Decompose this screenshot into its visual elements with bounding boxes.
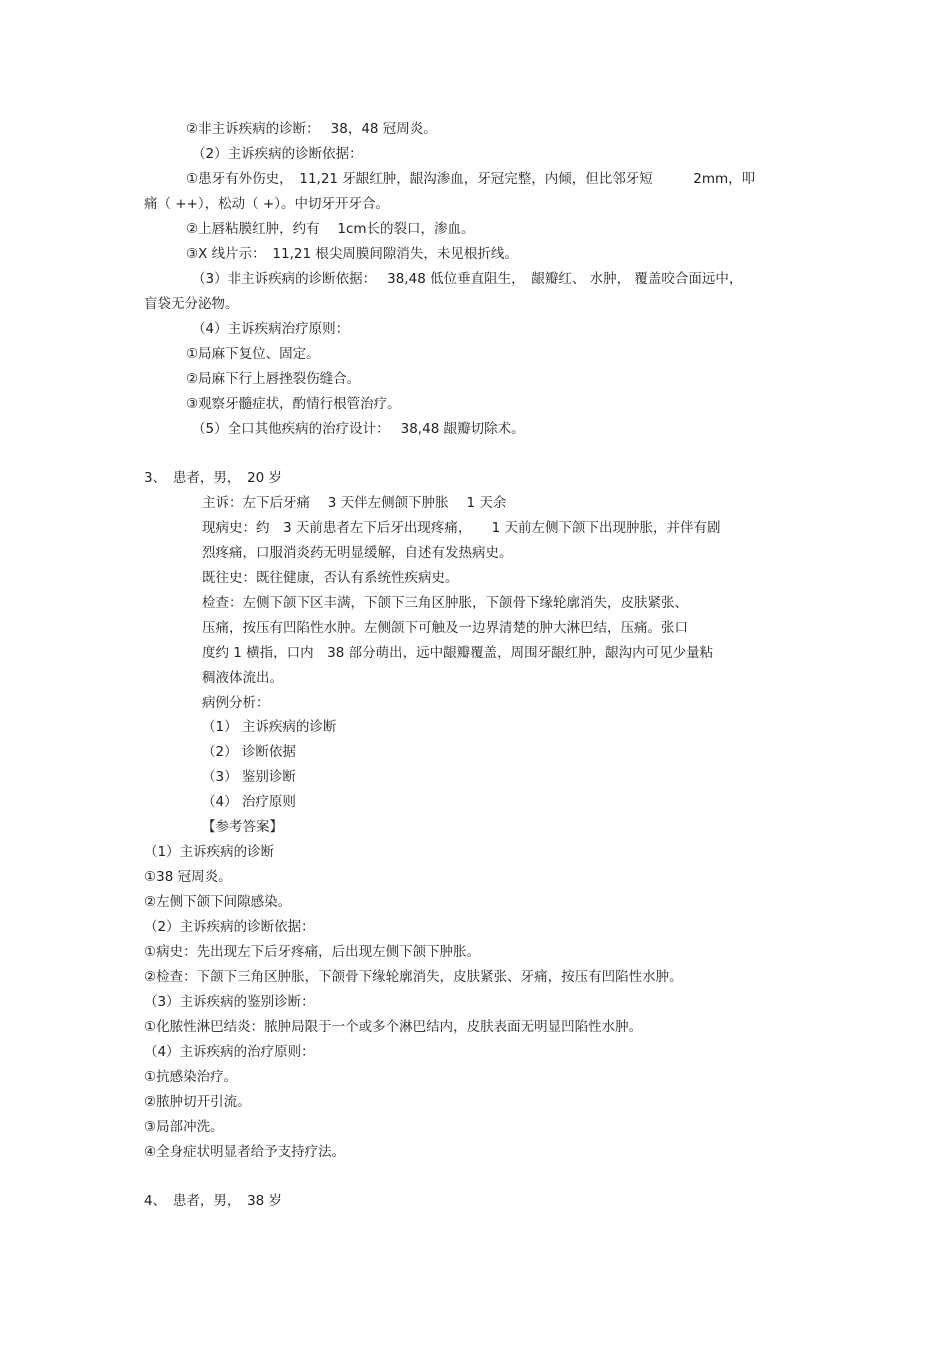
case-3-answer-line: ①化脓性淋巴结炎：脓肿局限于一个或多个淋巴结内，皮肤表面无明显凹陷性水肿。 (144, 1019, 643, 1035)
case-3-answer-line: ①病史：先出现左下后牙疼痛，后出现左侧下颌下肿胀。 (144, 944, 481, 960)
case-3-history: 现病史：约 3 天前患者左下后牙出现疼痛， 1 天前左侧下颌下出现肿胀，并伴有剧 (202, 520, 721, 536)
case-3-answer-line: （4）主诉疾病的治疗原则： (144, 1044, 315, 1060)
diagnosis-basis-1-cont: 痛（ ++），松动（ +）。中切牙开牙合。 (144, 196, 390, 212)
treatment-item-2: ②局麻下行上唇挫裂伤缝合。 (186, 371, 361, 387)
case-3-analysis-heading: 病例分析： (202, 695, 270, 711)
case-3-answer-line: ①38 冠周炎。 (144, 869, 232, 885)
diagnosis-basis-3: ③X 线片示： 11,21 根尖周膜间隙消失，未见根折线。 (186, 246, 518, 262)
treatment-item-3: ③观察牙髓症状，酌情行根管治疗。 (186, 396, 401, 412)
other-treatment: （5）全口其他疾病的治疗设计： 38,48 龈瓣切除术。 (192, 421, 525, 437)
case-3-answer-line: ②左侧下颌下间隙感染。 (144, 894, 292, 910)
case-3-answer-line: ①抗感染治疗。 (144, 1069, 238, 1085)
case-3-exam-4: 稠液体流出。 (202, 670, 283, 686)
secondary-basis-cont: 盲袋无分泌物。 (144, 296, 239, 312)
case-3-answer-line: ④全身症状明显者给予支持疗法。 (144, 1144, 346, 1160)
case-3-past-history: 既往史：既往健康，否认有系统性疾病史。 (202, 570, 459, 586)
case-3-question: （1） 主诉疾病的诊断 (202, 719, 337, 735)
case-3-answer-line: ③局部冲洗。 (144, 1119, 224, 1135)
case-3-answer-line: ②检查：下颌下三角区肿胀，下颌骨下缘轮廓消失，皮肤紧张、牙痛，按压有凹陷性水肿。 (144, 969, 683, 985)
treatment-item-1: ①局麻下复位、固定。 (186, 346, 320, 362)
case-3-exam-3: 度约 1 横指，口内 38 部分萌出，远中龈瓣覆盖，周围牙龈红肿，龈沟内可见少量粘 (202, 645, 714, 661)
case-3-question: （2） 诊断依据 (202, 744, 296, 760)
case-3-header: 3、 患者，男， 20 岁 (144, 470, 283, 486)
case-3-question: （4） 治疗原则 (202, 794, 296, 810)
treatment-heading: （4）主诉疾病治疗原则： (192, 321, 350, 337)
case-3-answer-line: （3）主诉疾病的鉴别诊断： (144, 994, 315, 1010)
secondary-basis: （3）非主诉疾病的诊断依据： 38,48 低位垂直阻生， 龈瓣红、 水肿， 覆盖咬合面远中， (192, 271, 743, 287)
diagnosis-basis-1: ①患牙有外伤史， 11,21 牙龈红肿，龈沟渗血，牙冠完整，内倾，但比邻牙短 2mm，叩 (186, 171, 756, 187)
case-3-answer-line: （2）主诉疾病的诊断依据： (144, 919, 315, 935)
case-3-question: （3） 鉴别诊断 (202, 769, 296, 785)
case-3-answer-line: （1）主诉疾病的诊断 (144, 844, 275, 860)
case-3-answer-heading: 【参考答案】 (202, 819, 283, 835)
diagnosis-basis-heading: （2）主诉疾病的诊断依据： (192, 146, 363, 162)
secondary-diagnosis: ②非主诉疾病的诊断： 38，48 冠周炎。 (186, 121, 437, 137)
case-3-exam-2: 压痛，按压有凹陷性水肿。左侧颌下可触及一边界清楚的肿大淋巴结，压痛。张口 (202, 620, 688, 636)
case-3-exam-1: 检查：左侧下颌下区丰满，下颌下三角区肿胀，下颌骨下缘轮廓消失，皮肤紧张、 (202, 595, 688, 611)
case-3-answer-line: ②脓肿切开引流。 (144, 1094, 251, 1110)
case-3-complaint: 主诉：左下后牙痛 3 天伴左侧颌下肿胀 1 天余 (202, 495, 507, 511)
case-3-history-cont: 烈疼痛，口服消炎药无明显缓解，自述有发热病史。 (202, 545, 513, 561)
case-4-header: 4、 患者，男， 38 岁 (144, 1193, 283, 1209)
diagnosis-basis-2: ②上唇粘膜红肿，约有 1cm长的裂口，渗血。 (186, 221, 475, 237)
